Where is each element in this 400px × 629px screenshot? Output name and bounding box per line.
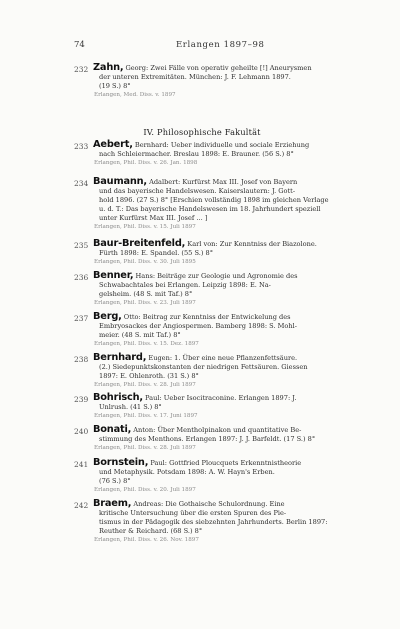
entry-line: und Metaphysik. Potsdam 1898: A. W. Hayn's Erben. [99,468,275,477]
author-name: Bernhard, [93,352,147,363]
author-name: Berg, [93,311,122,322]
entry-line: Embryosackes der Angiospermen. Bamberg 1898: S. Mohl- [99,322,297,331]
entry-body [93,458,330,495]
section-title: IV. Philosophische Fakultät [143,127,261,137]
list-item [74,393,330,421]
entry-line: Paul: Gottfried Ploucquets Erkenntnistheorie [150,459,302,467]
entry-meta: Erlangen, Phil. Diss. v. 30. Juli 1895 [94,259,196,266]
entry-body [93,312,330,349]
entry-line: (76 S.) 8° [99,477,131,486]
list-item [74,312,330,349]
entry-line: Otto: Beitrag zur Kenntniss der Entwickelung des [123,313,291,321]
entry-line: gelsheim. (48 S. mit Taf.) 8° [99,290,193,299]
entry-line: tismus in der Pädagogik des siebzehnten Jahrhunderts. Berlin 1897: Reuther & Reichard. (68 S.) 8° [99,518,328,536]
list-item [74,271,330,308]
entry-body [93,425,330,453]
entry-number: 241 [74,460,89,469]
entry-number: 242 [74,501,89,510]
entry-meta: Erlangen, Phil. Diss. v. 17. Juni 1897 [94,413,198,420]
entry-number: 234 [74,179,89,188]
entry-number: 232 [74,65,89,74]
list-item [74,63,330,100]
entry-meta: Erlangen, Phil. Diss. v. 23. Juli 1897 [94,300,196,307]
entry-line: Fürth 1898: E. Spandel. (55 S.) 8° [99,249,214,258]
entry-line: Schwabachtales bei Erlangen. Leipzig 1898: E. Na- [99,281,271,290]
entry-line: Karl von: Zur Kenntniss der Biazolone. [187,240,317,248]
list-item [74,353,330,390]
author-name: Baur-Breitenfeld, [93,238,186,249]
page-header [74,40,330,52]
author-name: Bohrisch, [93,392,143,403]
author-name: Braem, [93,498,132,509]
running-title: Erlangen 1897–98 [176,40,265,50]
entry-line: (2.) Siedepunktskonstanten der niedrigen Fettsäuren. Giessen [99,363,308,372]
entry-meta: Erlangen, Phil. Diss. v. 26. Nov. 1897 [94,537,199,544]
entry-line: Eugen: 1. Über eine neue Pflanzenfettsäure. [148,354,298,362]
entry-line: Hans: Beiträge zur Geologie und Agronomie des [135,272,298,280]
entry-meta: Erlangen, Med. Diss. v. 1897 [94,92,176,99]
entry-line: der unteren Extremitäten. München: J. F. Lehmann 1897. [99,73,291,82]
entry-line: Georg: Zwei Fälle von operativ geheilte [!] Aneurysmen [125,64,312,72]
entry-meta: Erlangen, Phil. Diss. v. 26. Jan. 1898 [94,160,198,167]
entry-number: 240 [74,427,89,436]
entry-body [93,177,330,232]
author-name: Zahn, [93,62,124,73]
entry-body [93,353,330,390]
entry-body [93,499,330,545]
entry-line: Adalbert: Kurfürst Max III. Josef von Bayern [149,178,298,186]
entry-line: hold 1896. (27 S.) 8° [Erschien vollständig 1898 im gleichen Verlage u. d. T.: Das bayerische Handelswesen im 18. Jahrhundert speziell unter Kurfürst Max III. Josef ... ] [99,196,329,223]
author-name: Bornstein, [93,457,149,468]
entry-number: 235 [74,241,89,250]
entry-line: (19 S.) 8° [99,82,131,91]
entry-line: Unlrush. (41 S.) 8° [99,403,162,412]
entry-line: Paul: Ueber Isocitraconine. Erlangen 1897: J. [145,394,297,402]
entry-number: 237 [74,314,89,323]
entry-line: 1897: E. Ohlenroth. (31 S.) 8° [99,372,199,381]
entry-meta: Erlangen, Phil. Diss. v. 28. Juli 1897 [94,382,196,389]
list-item [74,177,330,232]
entry-body [93,140,330,168]
entry-body [93,63,330,100]
entry-line: stimmung des Menthons. Erlangen 1897: J. J. Barfeldt. (17 S.) 8° [99,435,316,444]
author-name: Aebert, [93,139,133,150]
entry-line: Anton: Über Mentholpinakon und quantitative Be- [133,426,302,434]
list-item [74,458,330,495]
list-item [74,425,330,453]
entry-line: kritische Untersuchung über die ersten Spuren des Pie- [99,509,287,518]
entry-meta: Erlangen, Phil. Diss. v. 15. Juli 1897 [94,224,196,231]
list-item [74,499,330,545]
page-number: 74 [74,40,85,50]
entry-meta: Erlangen, Phil. Diss. v. 28. Juli 1897 [94,445,196,452]
entry-line: Andreas: Die Gothaische Schulordnung. Eine [133,500,285,508]
author-name: Baumann, [93,176,147,187]
entry-number: 239 [74,395,89,404]
entry-number: 233 [74,142,89,151]
entry-line: nach Schleiermacher. Breslau 1898: E. Brauner. (56 S.) 8° [99,150,294,159]
entry-meta: Erlangen, Phil. Diss. v. 15. Dez. 1897 [94,341,199,348]
entry-line: meier. (48 S. mit Taf.) 8° [99,331,181,340]
entry-number: 238 [74,355,89,364]
author-name: Bonati, [93,424,132,435]
list-item [74,239,330,267]
entry-number: 236 [74,273,89,282]
entry-body [93,271,330,308]
entry-line: und das bayerische Handelswesen. Kaiserslautern: J. Gott- [99,187,296,196]
entry-body [93,393,330,421]
entry-body [93,239,330,267]
entry-meta: Erlangen, Phil. Diss. v. 20. Juli 1897 [94,487,196,494]
list-item [74,140,330,168]
entry-line: Bernhard: Ueber individuelle und sociale Erziehung [134,141,310,149]
author-name: Benner, [93,270,134,281]
